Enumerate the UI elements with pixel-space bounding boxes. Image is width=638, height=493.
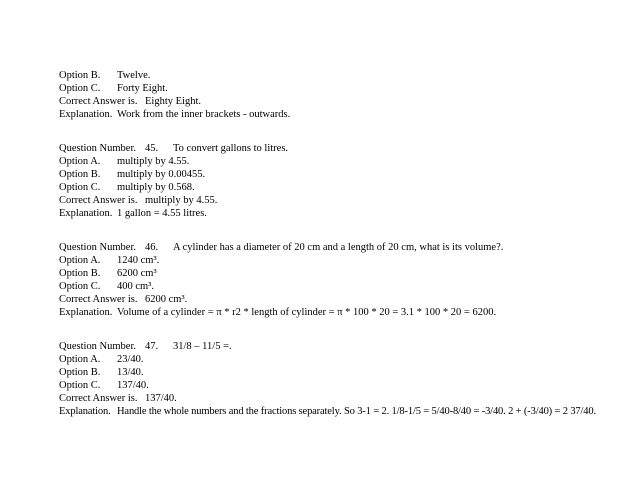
option-b-line [59, 367, 144, 379]
explanation-line [59, 307, 496, 319]
option-text: multiply by 0.568. [117, 182, 195, 193]
option-text: Forty Eight. [117, 83, 168, 94]
correct-answer-line [59, 195, 217, 207]
correct-answer-text: Eighty Eight. [145, 96, 201, 107]
question-text: To convert gallons to litres. [173, 143, 289, 154]
option-label: Option C. [59, 182, 101, 193]
explanation-text: Work from the inner brackets - outwards. [117, 109, 291, 120]
option-a-line [59, 354, 144, 366]
question-text: A cylinder has a diameter of 20 cm and a length of 20 cm, what is its volume?. [173, 242, 504, 253]
explanation-text: 1 gallon = 4.55 litres. [117, 208, 207, 219]
correct-answer-line [59, 393, 177, 405]
correct-answer-line [59, 294, 187, 306]
option-text: multiply by 4.55. [117, 156, 190, 167]
option-label: Option A. [59, 156, 101, 167]
question-text: 31/8 – 11/5 =. [173, 341, 232, 352]
question-number-line [59, 143, 288, 155]
option-label: Option C. [59, 380, 101, 391]
question-number: 46. [145, 242, 159, 253]
explanation-label: Explanation. [59, 406, 111, 417]
option-label: Option A. [59, 255, 101, 266]
correct-answer-line [59, 96, 201, 108]
option-text: 137/40. [117, 380, 149, 391]
correct-answer-text: 137/40. [145, 393, 177, 404]
option-label: Option B. [59, 367, 101, 378]
question-number-label: Question Number. [59, 143, 136, 154]
option-label: Option C. [59, 83, 101, 94]
correct-answer-label: Correct Answer is. [59, 294, 138, 305]
explanation-text: Volume of a cylinder = π * r2 * length of cylinder = π * 100 * 20 = 3.1 * 100 * 20 = 6200. [117, 307, 497, 318]
option-c-line [59, 83, 168, 95]
explanation-label: Explanation. [59, 208, 113, 219]
correct-answer-text: multiply by 4.55. [145, 195, 218, 206]
question-number-line [59, 341, 232, 353]
question-number-line [59, 242, 503, 254]
option-b-line [59, 70, 150, 82]
explanation-label: Explanation. [59, 307, 113, 318]
correct-answer-label: Correct Answer is. [59, 393, 138, 404]
option-text: 23/40. [117, 354, 144, 365]
correct-answer-text: 6200 cm³. [145, 294, 188, 305]
option-label: Option A. [59, 354, 101, 365]
option-label: Option C. [59, 281, 101, 292]
option-c-line [59, 182, 195, 194]
explanation-line [59, 208, 207, 220]
question-number: 45. [145, 143, 159, 154]
option-text: 13/40. [117, 367, 144, 378]
question-number-label: Question Number. [59, 242, 136, 253]
explanation-line [59, 406, 596, 418]
option-a-line [59, 156, 189, 168]
explanation-line [59, 109, 290, 121]
option-label: Option B. [59, 70, 101, 81]
option-a-line [59, 255, 159, 267]
question-number-label: Question Number. [59, 341, 136, 352]
option-c-line [59, 380, 149, 392]
option-c-line [59, 281, 154, 293]
option-text: 1240 cm³. [117, 255, 160, 266]
explanation-label: Explanation. [59, 109, 113, 120]
option-label: Option B. [59, 169, 101, 180]
option-text: multiply by 0.00455. [117, 169, 206, 180]
option-label: Option B. [59, 268, 101, 279]
option-text: 6200 cm³ [117, 268, 157, 279]
question-number: 47. [145, 341, 159, 352]
option-text: 400 cm³. [117, 281, 154, 292]
option-b-line [59, 169, 205, 181]
correct-answer-label: Correct Answer is. [59, 195, 138, 206]
explanation-text: Handle the whole numbers and the fractions separately. So 3-1 = 2. 1/8-1/5 = 5/40-8/40 = -3/40. 2 + (-3/40) = 2 37/40. [117, 406, 596, 417]
option-b-line [59, 268, 157, 280]
correct-answer-label: Correct Answer is. [59, 96, 138, 107]
option-text: Twelve. [117, 70, 151, 81]
